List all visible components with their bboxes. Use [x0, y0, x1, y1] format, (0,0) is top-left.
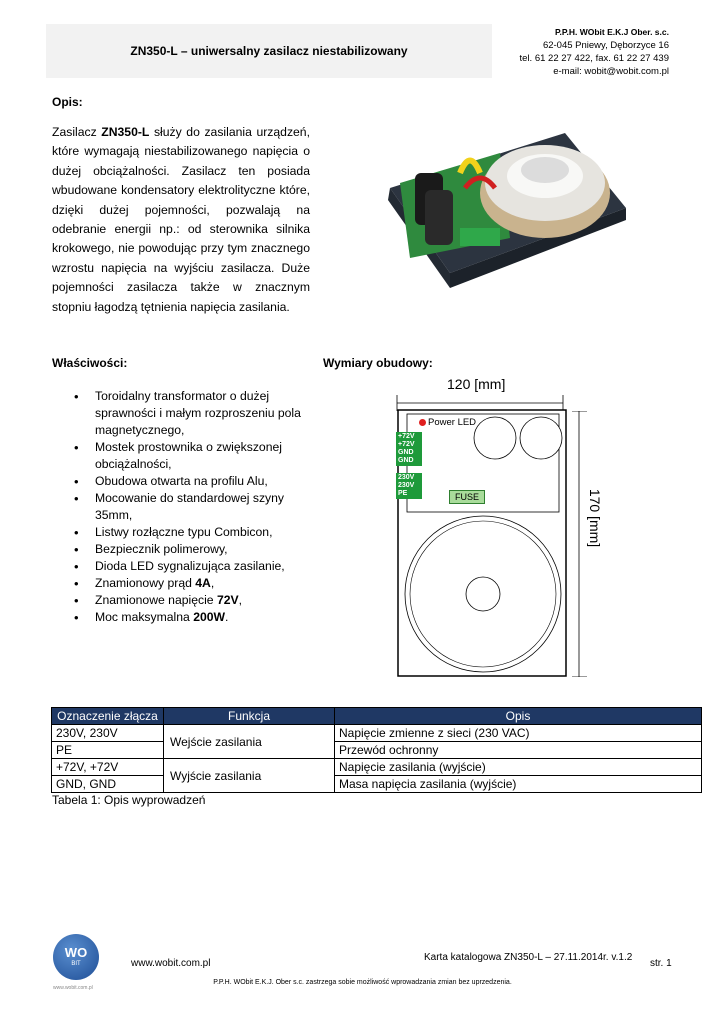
company-address: 62-045 Pniewy, Dęborzyce 16 [542, 40, 669, 51]
property-item [52, 592, 312, 609]
table-cell: GND, GND [52, 776, 164, 793]
property-item [52, 609, 312, 626]
table-cell: Masa napięcia zasilania (wyjście) [335, 776, 702, 793]
footer-page-number: str. 1 [650, 958, 672, 969]
table-row [52, 742, 702, 759]
property-item [52, 541, 312, 558]
logo-text: WO [64, 945, 88, 960]
table-cell: +72V, +72V [52, 759, 164, 776]
company-phone: tel. 61 22 27 422, fax. 61 22 27 439 [519, 53, 669, 64]
description-body: służy do zasilania urządzeń, które wymagają niestabilizowanego napięcia o dużej obciążalności. Zasilacz ten posiada wbudowane kondensatory elektrolityczne które, dzięki dużej pojemności, pozwalają na odebranie energii np.: od sterownika silnika krokowego, nie powodując przy tym znacznego wzrostu napięcia na wyjściu zasilacza. Duże pojemności zasilacza także w znacznym stopniu łagodzą tętnienia napięcia zasilania. [52, 125, 310, 314]
terminal-label: GND [398, 449, 414, 456]
product-name: ZN350-L [101, 125, 150, 139]
property-text: Mostek prostownika o zwiększonej obciążalności, [95, 440, 282, 471]
table-cell: Przewód ochronny [335, 742, 702, 759]
table-cell: Napięcie zasilania (wyjście) [335, 759, 702, 776]
property-value: 200W [193, 610, 226, 624]
table-row [52, 725, 702, 742]
table-caption: Tabela 1: Opis wyprowadzeń [52, 793, 206, 807]
power-led-label: Power LED [428, 417, 477, 428]
table-cell: Napięcie zmienne z sieci (230 VAC) [335, 725, 702, 742]
property-text: Dioda LED sygnalizująca zasilanie, [95, 559, 285, 573]
property-item [52, 558, 312, 575]
terminal-label: +72V [398, 441, 415, 448]
logo-sub: BIT [71, 961, 81, 967]
height-label: 170 [mm] [587, 488, 603, 548]
description-lead: Zasilacz [52, 125, 102, 139]
properties-list [52, 388, 312, 626]
property-item [52, 439, 312, 473]
document-title: ZN350-L – uniwersalny zasilacz niestabilizowany [130, 44, 408, 58]
property-item [52, 388, 312, 439]
terminal-label: +72V [398, 433, 415, 440]
footer-catalog-card: Karta katalogowa ZN350-L – 27.11.2014r. v.1.2 [424, 952, 633, 963]
table-cell: Wejście zasilania [164, 725, 335, 759]
property-text: Moc maksymalna [95, 610, 194, 624]
description-text [52, 123, 310, 317]
table-cell: PE [52, 742, 164, 759]
output-terminal-block [396, 432, 422, 466]
product-photo [380, 128, 630, 298]
property-text: Listwy rozłączne typu Combicon, [95, 525, 273, 539]
terminal-label: 230V [398, 482, 415, 489]
table-header-cell: Opis [335, 708, 702, 725]
terminal-label: GND [398, 457, 414, 464]
table-header-row [52, 708, 702, 725]
property-item [52, 524, 312, 541]
property-text: Toroidalny transformator o dużej sprawności i małym rozproszeniu pola magnetycznego, [95, 389, 301, 437]
property-value: 4A [195, 576, 211, 590]
table-row [52, 776, 702, 793]
table-row [52, 759, 702, 776]
property-tail: , [238, 593, 243, 607]
property-item [52, 490, 312, 524]
property-item [52, 575, 312, 592]
table-cell: 230V, 230V [52, 725, 164, 742]
fuse-label: FUSE [449, 490, 485, 504]
footer-url[interactable]: www.wobit.com.pl [131, 958, 211, 969]
property-tail: , [210, 576, 215, 590]
company-logo [53, 934, 99, 980]
terminal-label: PE [398, 490, 408, 497]
width-label: 120 [mm] [447, 376, 506, 392]
company-name: P.P.H. WObit E.K.J Ober. s.c. [554, 27, 669, 37]
property-text: Bezpiecznik polimerowy, [95, 542, 228, 556]
property-tail: . [225, 610, 229, 624]
table-header-cell: Funkcja [164, 708, 335, 725]
input-terminal-block [396, 473, 422, 499]
table-header-cell: Oznaczenie złącza [52, 708, 164, 725]
property-value: 72V [216, 593, 239, 607]
company-info [520, 26, 669, 78]
pin-table [51, 707, 702, 793]
property-text: Znamionowy prąd [95, 576, 196, 590]
description-heading: Opis: [52, 95, 83, 109]
dimensions-heading: Wymiary obudowy: [323, 356, 433, 370]
property-text: Mocowanie do standardowej szyny 35mm, [95, 491, 285, 522]
property-text: Znamionowe napięcie [95, 593, 217, 607]
terminal-label: 230V [398, 474, 415, 481]
footer-note: P.P.H. WObit E.K.J. Ober s.c. zastrzega sobie możliwość wprowadzania zmian bez uprzedzenia. [213, 979, 512, 986]
company-email: e-mail: wobit@wobit.com.pl [553, 66, 669, 77]
property-item [52, 473, 312, 490]
enclosure-drawing [395, 408, 575, 678]
logo-url: www.wobit.com.pl [53, 985, 93, 991]
power-led-icon [419, 419, 426, 426]
property-text: Obudowa otwarta na profilu Alu, [95, 474, 268, 488]
table-cell: Wyjście zasilania [164, 759, 335, 793]
properties-heading: Właściwości: [52, 356, 128, 370]
